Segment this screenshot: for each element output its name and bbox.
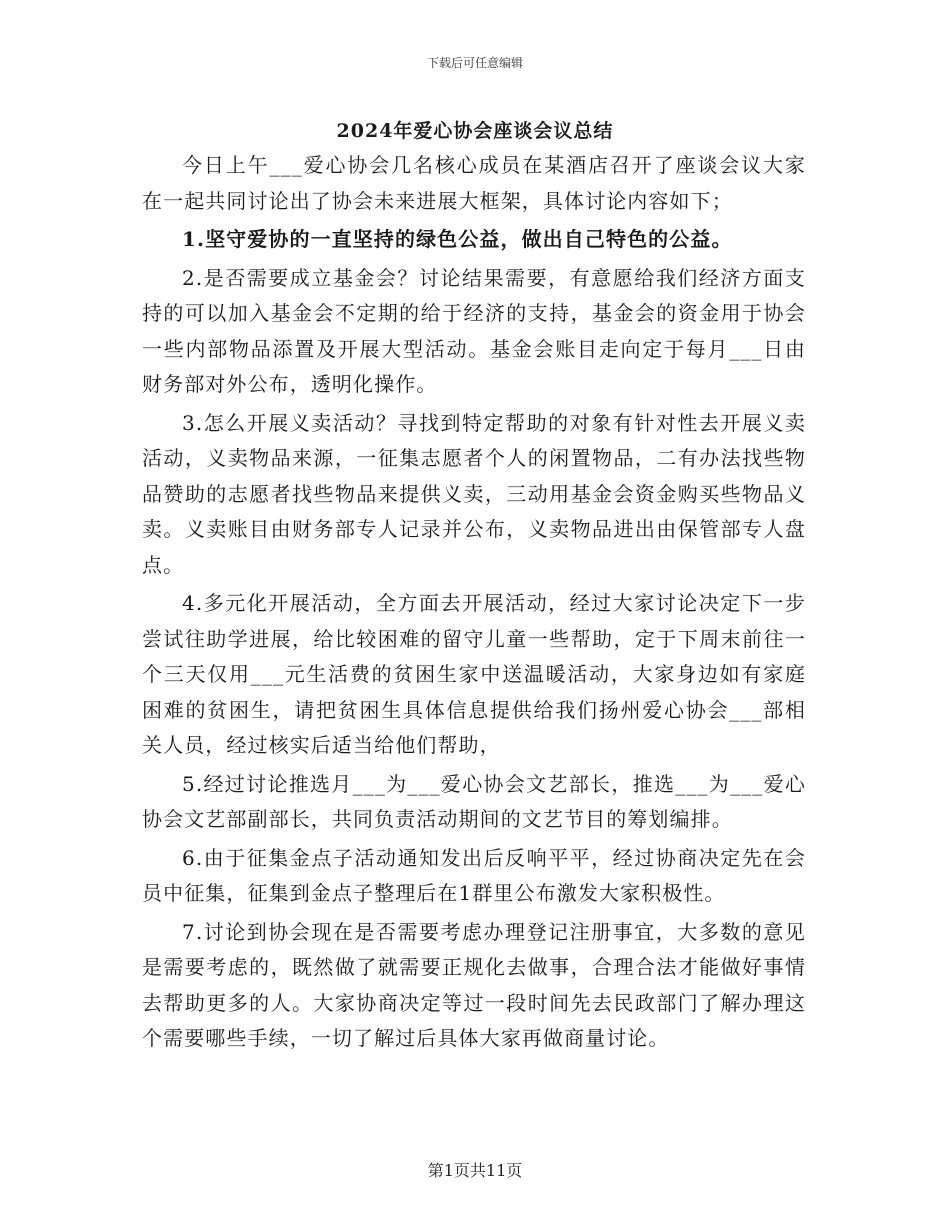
paragraph-item-1: 1.坚守爱协的一直坚持的绿色公益，做出自己特色的公益。 [182,227,733,251]
paragraph-item-6: 6.由于征集金点子活动通知发出后反响平平，经过协商决定先在会员中征集，征集到金点子整理后在1群里公布激发大家积极性。 [142,845,806,905]
paragraph-intro: 今日上午___爱心协会几名核心成员在某酒店召开了座谈会议大家在一起共同讨论出了协会未来进展大框架，具体讨论内容如下； [142,153,806,213]
document-body [142,148,806,1057]
document-title: 2024年爱心协会座谈会议总结 [336,120,614,142]
header-note: 下载后可任意编辑 [426,56,523,70]
paragraph-item-5: 5.经过讨论推选月___为___爱心协会文艺部长，推选___为___爱心协会文艺部副部长，共同负责活动期间的文艺节目的筹划编排。 [142,771,806,831]
paragraph-item-2: 2.是否需要成立基金会？讨论结果需要，有意愿给我们经济方面支持的可以加入基金会不定期的给于经济的支持，基金会的资金用于协会一些内部物品添置及开展大型活动。基金会账目走向定于每月___日由财务部对外公布，透明化操作。 [142,265,806,396]
paragraph-item-7: 7.讨论到协会现在是否需要考虑办理登记注册事宜，大多数的意见是需要考虑的，既然做了就需要正规化去做事，合理合法才能做好事情去帮助更多的人。大家协商决定等过一段时间先去民政部门了解办理这个需要哪些手续，一切了解过后具体大家再做商量讨论。 [142,919,806,1050]
paragraph-item-4: 4.多元化开展活动，全方面去开展活动，经过大家讨论决定下一步尝试往助学进展，给比较困难的留守儿童一些帮助，定于下周末前往一个三天仅用___元生活费的贫困生家中送温暖活动，大家身边如有家庭困难的贫困生，请把贫困生具体信息提供给我们扬州爱心协会___部相关人员，经过核实后适当给他们帮助， [142,591,806,757]
paragraph-item-3: 3.怎么开展义卖活动？寻找到特定帮助的对象有针对性去开展义卖活动，义卖物品来源，一征集志愿者个人的闲置物品，二有办法找些物品赞助的志愿者找些物品来提供义卖，三动用基金会资金购买些物品义卖。义卖账目由财务部专人记录并公布，义卖物品进出由保管部专人盘点。 [142,410,806,577]
page-footer: 第1页共11页 [427,1161,523,1180]
